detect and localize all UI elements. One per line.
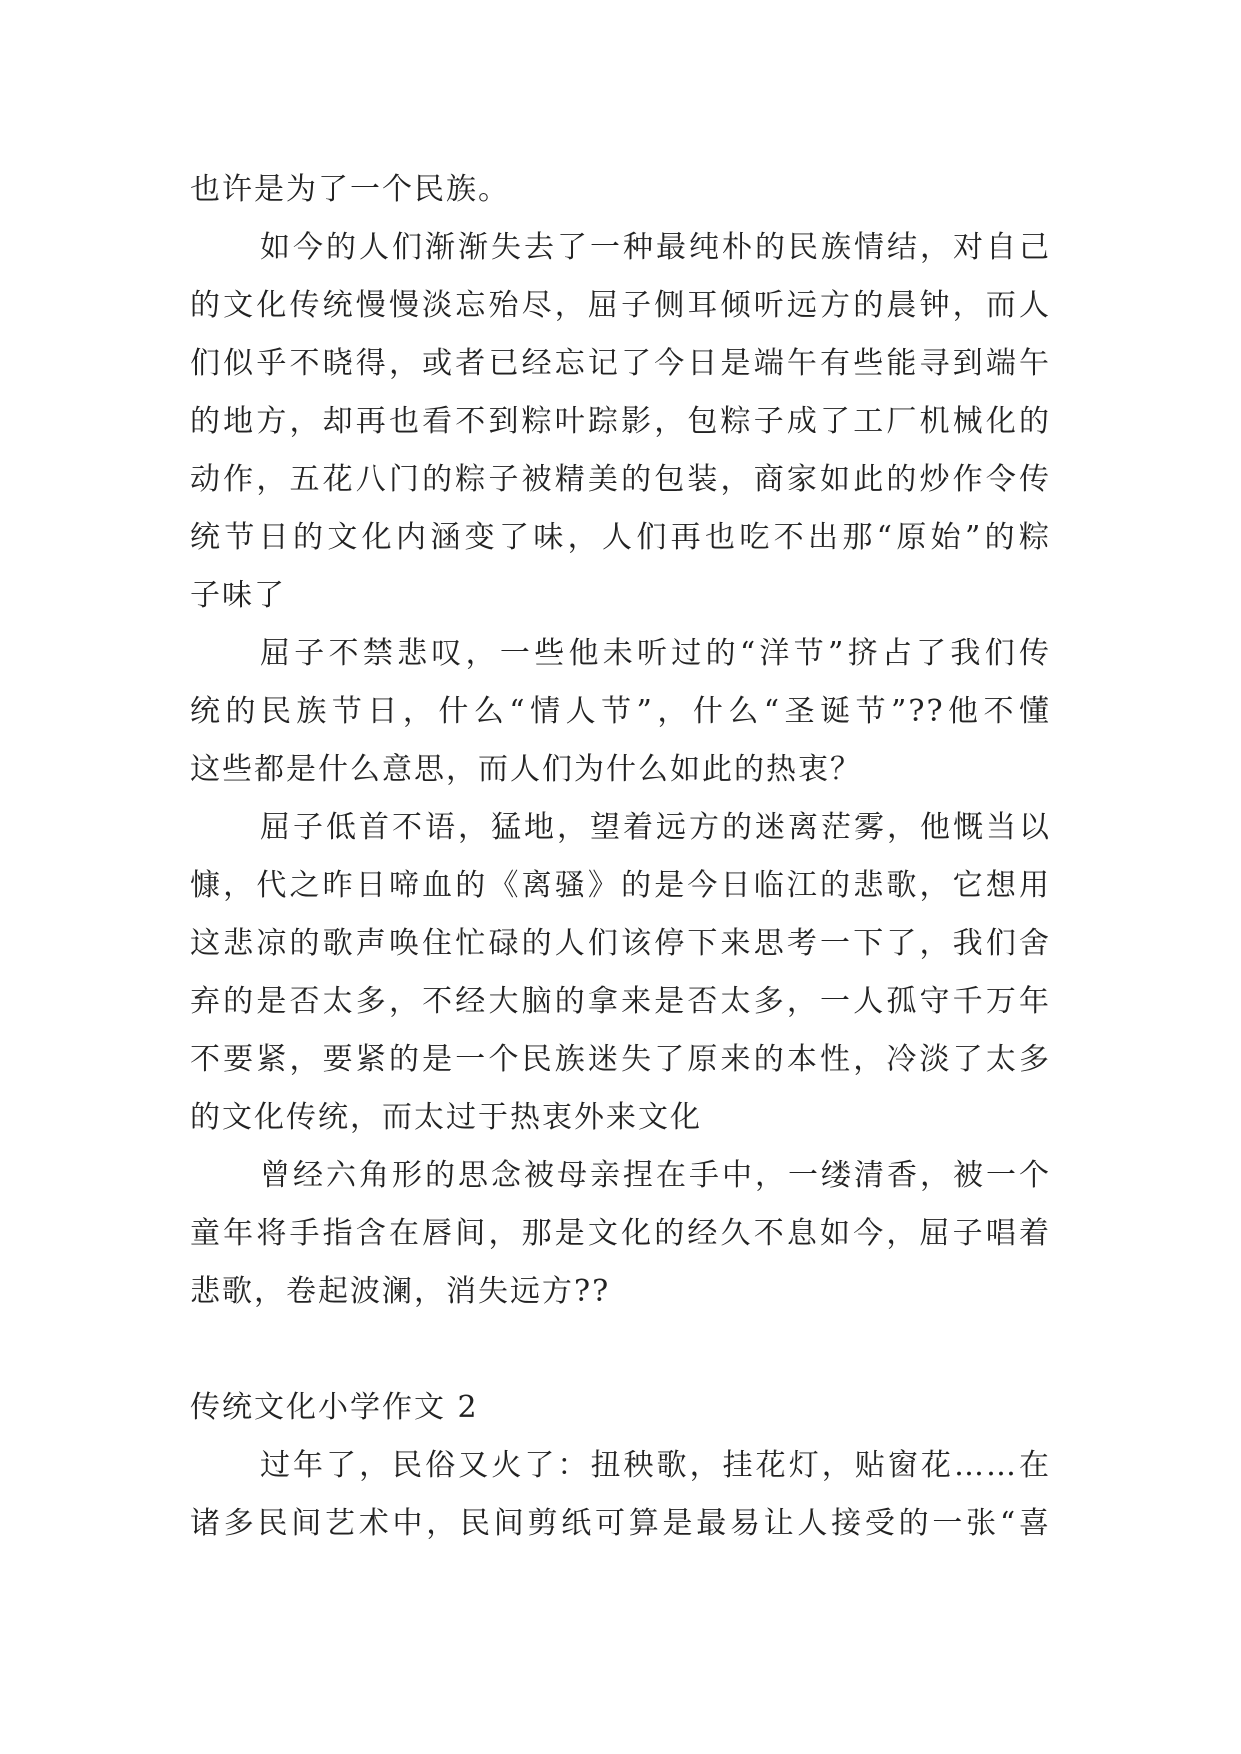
text-line: 曾经六角形的思念被母亲捏在手中，一缕清香，被一个	[260, 1158, 1051, 1193]
text-line: 统的民族节日，什么“情人节”，什么“圣诞节”??他不懂	[190, 694, 1051, 729]
text-line: 不要紧，要紧的是一个民族迷失了原来的本性，冷淡了太多	[190, 1042, 1051, 1077]
text-line: 动作，五花八门的粽子被精美的包装，商家如此的炒作令传	[190, 462, 1051, 497]
text-line: 这悲凉的歌声唤住忙碌的人们该停下来思考一下了，我们舍	[190, 926, 1051, 961]
text-line: 的地方，却再也看不到粽叶踪影，包粽子成了工厂机械化的	[190, 404, 1051, 439]
text-line: 屈子不禁悲叹，一些他未听过的“洋节”挤占了我们传	[260, 636, 1051, 671]
document-body	[190, 161, 1051, 1553]
text-line: 统节日的文化内涵变了味，人们再也吃不出那“原始”的粽	[190, 520, 1051, 555]
text-line: 慷，代之昨日啼血的《离骚》的是今日临江的悲歌，它想用	[190, 868, 1051, 903]
paragraph	[190, 1147, 1051, 1321]
blank-line	[190, 1321, 1051, 1379]
paragraph	[190, 219, 1051, 625]
text-line: 也许是为了一个民族。	[190, 172, 510, 207]
section-heading: 传统文化小学作文 2	[190, 1390, 479, 1425]
text-line: 的文化传统慢慢淡忘殆尽，屈子侧耳倾听远方的晨钟，而人	[190, 288, 1051, 323]
text-line: 屈子低首不语，猛地，望着远方的迷离茫雾，他慨当以	[260, 810, 1051, 845]
paragraph	[190, 1437, 1051, 1553]
text-line: 如今的人们渐渐失去了一种最纯朴的民族情结，对自己	[260, 230, 1051, 265]
paragraph	[190, 625, 1051, 799]
text-line: 童年将手指含在唇间，那是文化的经久不息如今，屈子唱着	[190, 1216, 1051, 1251]
paragraph	[190, 799, 1051, 1147]
text-line: 们似乎不晓得，或者已经忘记了今日是端午有些能寻到端午	[190, 346, 1051, 381]
text-line: 弃的是否太多，不经大脑的拿来是否太多，一人孤守千万年	[190, 984, 1051, 1019]
text-line: 悲歌，卷起波澜，消失远方??	[190, 1274, 611, 1309]
text-line: 诸多民间艺术中，民间剪纸可算是最易让人接受的一张“喜	[190, 1506, 1051, 1541]
paragraph	[190, 161, 1051, 219]
text-line: 的文化传统，而太过于热衷外来文化	[190, 1100, 702, 1135]
text-line: 过年了，民俗又火了：扭秧歌，挂花灯，贴窗花……在	[260, 1448, 1051, 1483]
text-line: 子味了	[190, 578, 286, 613]
text-line: 这些都是什么意思，而人们为什么如此的热衷？	[190, 752, 862, 787]
